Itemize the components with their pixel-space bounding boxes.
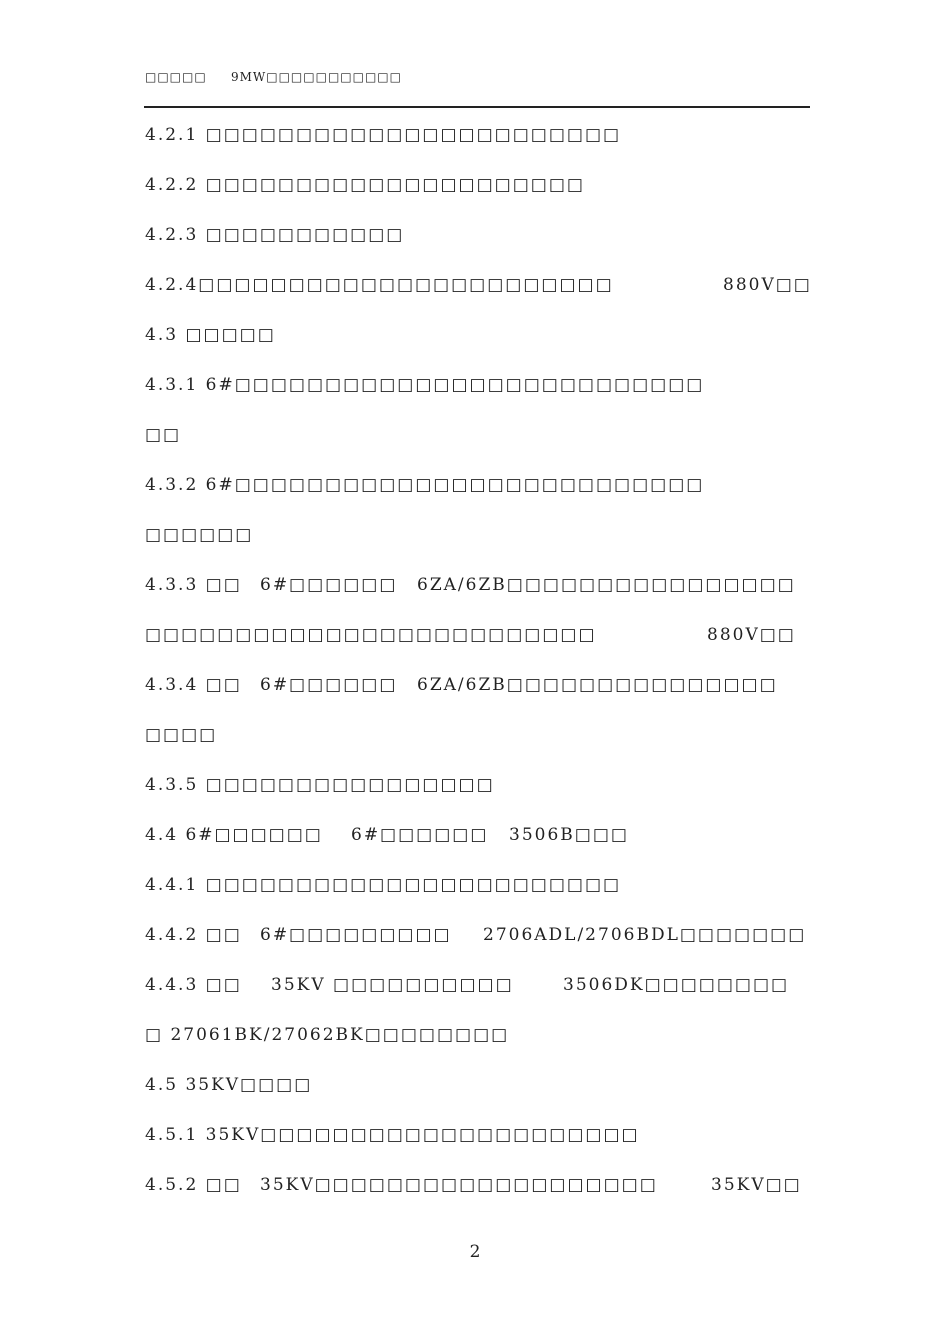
line-text: 35KV □□□□□□□□□□: [271, 975, 514, 995]
line-text: 4.2.1 □□□□□□□□□□□□□□□□□□□□□□□: [145, 125, 622, 145]
line-text: □□□□: [145, 725, 218, 745]
line-text: 4.2.2 □□□□□□□□□□□□□□□□□□□□□: [145, 175, 585, 195]
line-text: 4.3.1 6#□□□□□□□□□□□□□□□□□□□□□□□□□□: [145, 375, 705, 395]
header-left-text: □□□□□: [145, 70, 207, 84]
line-text: 4.3.5 □□□□□□□□□□□□□□□□: [145, 775, 495, 795]
line-text: 4.4 6#□□□□□□: [145, 825, 323, 845]
line-text: 4.5 35KV□□□□: [145, 1075, 313, 1095]
line-text: 880V□□: [707, 625, 796, 645]
line-text: 4.2.4□□□□□□□□□□□□□□□□□□□□□□□: [145, 275, 614, 295]
line-text: □□□□□□: [145, 525, 254, 545]
line-text: □□: [145, 425, 182, 445]
line-text: 35KV□□□□□□□□□□□□□□□□□□□: [260, 1175, 658, 1195]
line-text: 4.2.3 □□□□□□□□□□□: [145, 225, 405, 245]
line-text: 4.3.3 □□: [145, 575, 242, 595]
line-text: 4.4.2 □□: [145, 925, 242, 945]
line-text: 4.5.1 35KV□□□□□□□□□□□□□□□□□□□□□: [145, 1125, 640, 1145]
line-text: 6ZA/6ZB□□□□□□□□□□□□□□□□: [417, 575, 796, 595]
page-number: 2: [469, 1242, 481, 1262]
line-text: 35KV□□: [711, 1175, 802, 1195]
line-text: 3506DK□□□□□□□□: [563, 975, 790, 995]
line-text: 6#□□□□□□: [260, 675, 398, 695]
line-text: 6ZA/6ZB□□□□□□□□□□□□□□□: [417, 675, 778, 695]
line-text: 4.4.1 □□□□□□□□□□□□□□□□□□□□□□□: [145, 875, 622, 895]
header-rule: [144, 106, 810, 108]
header-title: 9MW□□□□□□□□□□□: [231, 70, 402, 84]
line-text: 6#□□□□□□□□□: [260, 925, 452, 945]
line-text: 2706ADL/2706BDL□□□□□□□: [483, 925, 807, 945]
line-text: 6#□□□□□□: [260, 575, 398, 595]
line-text: 4.3.4 □□: [145, 675, 242, 695]
line-text: 4.3 □□□□□: [145, 325, 276, 345]
line-text: 6#□□□□□□: [351, 825, 489, 845]
line-text: 4.5.2 □□: [145, 1175, 242, 1195]
line-text: □□□□□□□□□□□□□□□□□□□□□□□□□: [145, 625, 597, 645]
line-text: 3506B□□□: [509, 825, 629, 845]
line-text: 4.3.2 6#□□□□□□□□□□□□□□□□□□□□□□□□□□: [145, 475, 705, 495]
line-text: 4.4.3 □□: [145, 975, 242, 995]
line-text: 880V□□: [723, 275, 812, 295]
line-text: □ 27061BK/27062BK□□□□□□□□: [145, 1025, 510, 1045]
